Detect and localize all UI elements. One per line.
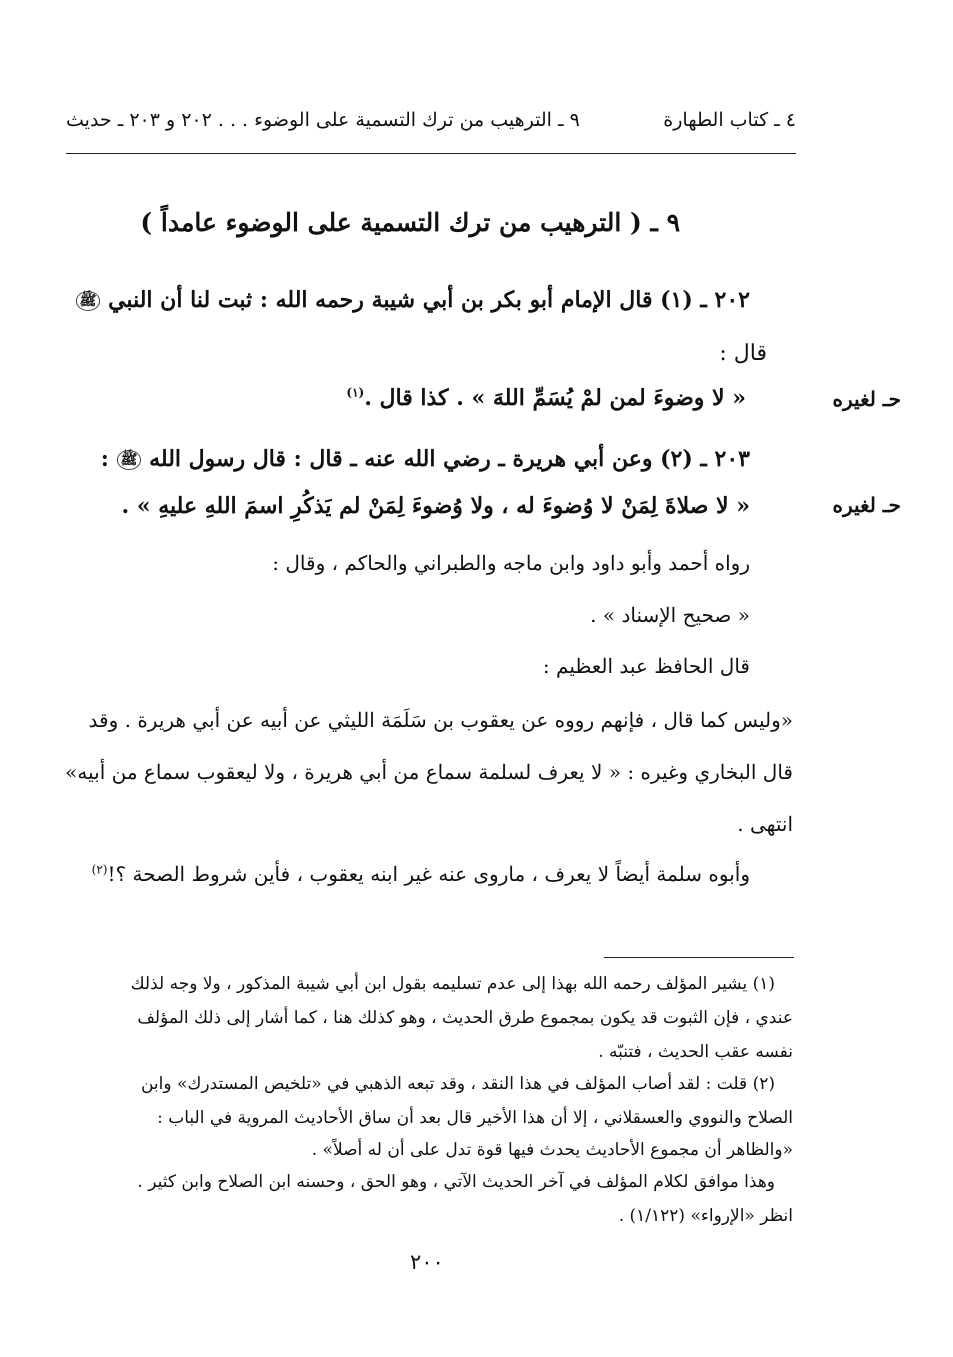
section-title: ٩ ـ ( الترهيب من ترك التسمية على الوضوء عامداً ) (140, 208, 680, 237)
header-book-title: ٤ ـ كتاب الطهارة (663, 109, 796, 131)
hadith-203-intro-text: ٢٠٣ ـ (٢) وعن أبي هريرة ـ رضي الله عنه ـ قال : قال رسول الله (149, 446, 750, 472)
footnote-2-line-5: انظر «الإرواء» (١/١٢٢) . (618, 1206, 793, 1226)
footnote-ref-1: (١) (346, 385, 365, 400)
hadith-203-text: « لا صلاةَ لِمَنْ لا وُضوءَ له ، ولا وُضوءَ لِمَنْ لم يَذكُرِ اسمَ اللهِ عليهِ » . (121, 493, 750, 519)
hadith-203-intro (101, 446, 750, 472)
header-divider (66, 153, 796, 154)
footnote-2-line-2: الصلاح والنووي والعسقلاني ، إلا أن هذا الأخير قال بعد أن ساق الأحاديث المروية في الباب : (157, 1108, 793, 1128)
footnote-1-line-1: (١) يشير المؤلف رحمه الله بهذا إلى عدم تسليمه بقول ابن أبي شيبة المذكور ، ولا وجه لذلك (130, 974, 775, 994)
body-line-1: رواه أحمد وأبو داود وابن ماجه والطبراني والحاكم ، وقال : (272, 551, 750, 575)
header-chapter-title: ٩ ـ الترهيب من ترك التسمية على الوضوء . . . ٢٠٢ و ٢٠٣ ـ حديث (66, 109, 580, 131)
body-line-7 (92, 862, 750, 886)
hadith-203-intro-colon: : (100, 446, 109, 472)
body-line-7-text: وأبوه سلمة أيضاً لا يعرف ، ماروى عنه غير ابنه يعقوب ، فأين شروط الصحة ؟! (107, 862, 750, 886)
hadith-202-intro (76, 287, 751, 313)
running-header (66, 103, 796, 139)
hadith-203-grade: حـ لغيره (832, 493, 901, 517)
hadith-202-text-body: « لا وضوءَ لمن لمْ يُسَمِّ اللهَ » . كذا قال . (364, 385, 746, 411)
footnote-2-line-4: وهذا موافق لكلام المؤلف في آخر الحديث الآتي ، وهو الحق ، وحسنه ابن الصلاح وابن كثير . (137, 1172, 775, 1192)
footnote-2-line-3: «والظاهر أن مجموع الأحاديث يحدث فيها قوة تدل على أن له أصلاً» . (311, 1140, 793, 1160)
footnote-1-line-3: نفسه عقب الحديث ، فتنبّه . (598, 1042, 793, 1062)
salla-mark-icon: ﷺ (117, 450, 142, 470)
footnote-ref-2: (٢) (91, 862, 108, 877)
body-line-5: قال البخاري وغيره : « لا يعرف لسلمة سماع من أبي هريرة ، ولا ليعقوب سماع من أبيه» (65, 760, 793, 784)
body-line-6: انتهى . (737, 812, 793, 836)
footnote-2-line-1: (٢) قلت : لقد أصاب المؤلف في هذا النقد ، وقد تبعه الذهبي في «تلخيص المستدرك» وابن (140, 1074, 775, 1094)
hadith-202-intro-cont: قال : (719, 341, 767, 366)
body-line-4: «وليس كما قال ، فإنهم رووه عن يعقوب بن سَلَمَة الليثي عن أبيه عن أبي هريرة . وقد (88, 708, 793, 732)
hadith-202-grade: حـ لغيره (832, 387, 901, 411)
hadith-202-intro-text: ٢٠٢ ـ (١) قال الإمام أبو بكر بن أبي شيبة رحمه الله : ثبت لنا أن النبي (108, 287, 750, 313)
hadith-202-text (346, 385, 746, 411)
body-line-3: قال الحافظ عبد العظيم : (542, 654, 750, 678)
salla-mark-icon: ﷺ (76, 291, 101, 311)
footnote-1-line-2: عندي ، فإن الثبوت قد يكون بمجموع طرق الحديث ، وهو كذلك هنا ، كما أشار إلى ذلك المؤلف (137, 1008, 793, 1028)
footnote-divider (604, 957, 794, 958)
page-number: ٢٠٠ (410, 1250, 444, 1274)
body-line-2: « صحيح الإسناد » . (590, 603, 750, 627)
